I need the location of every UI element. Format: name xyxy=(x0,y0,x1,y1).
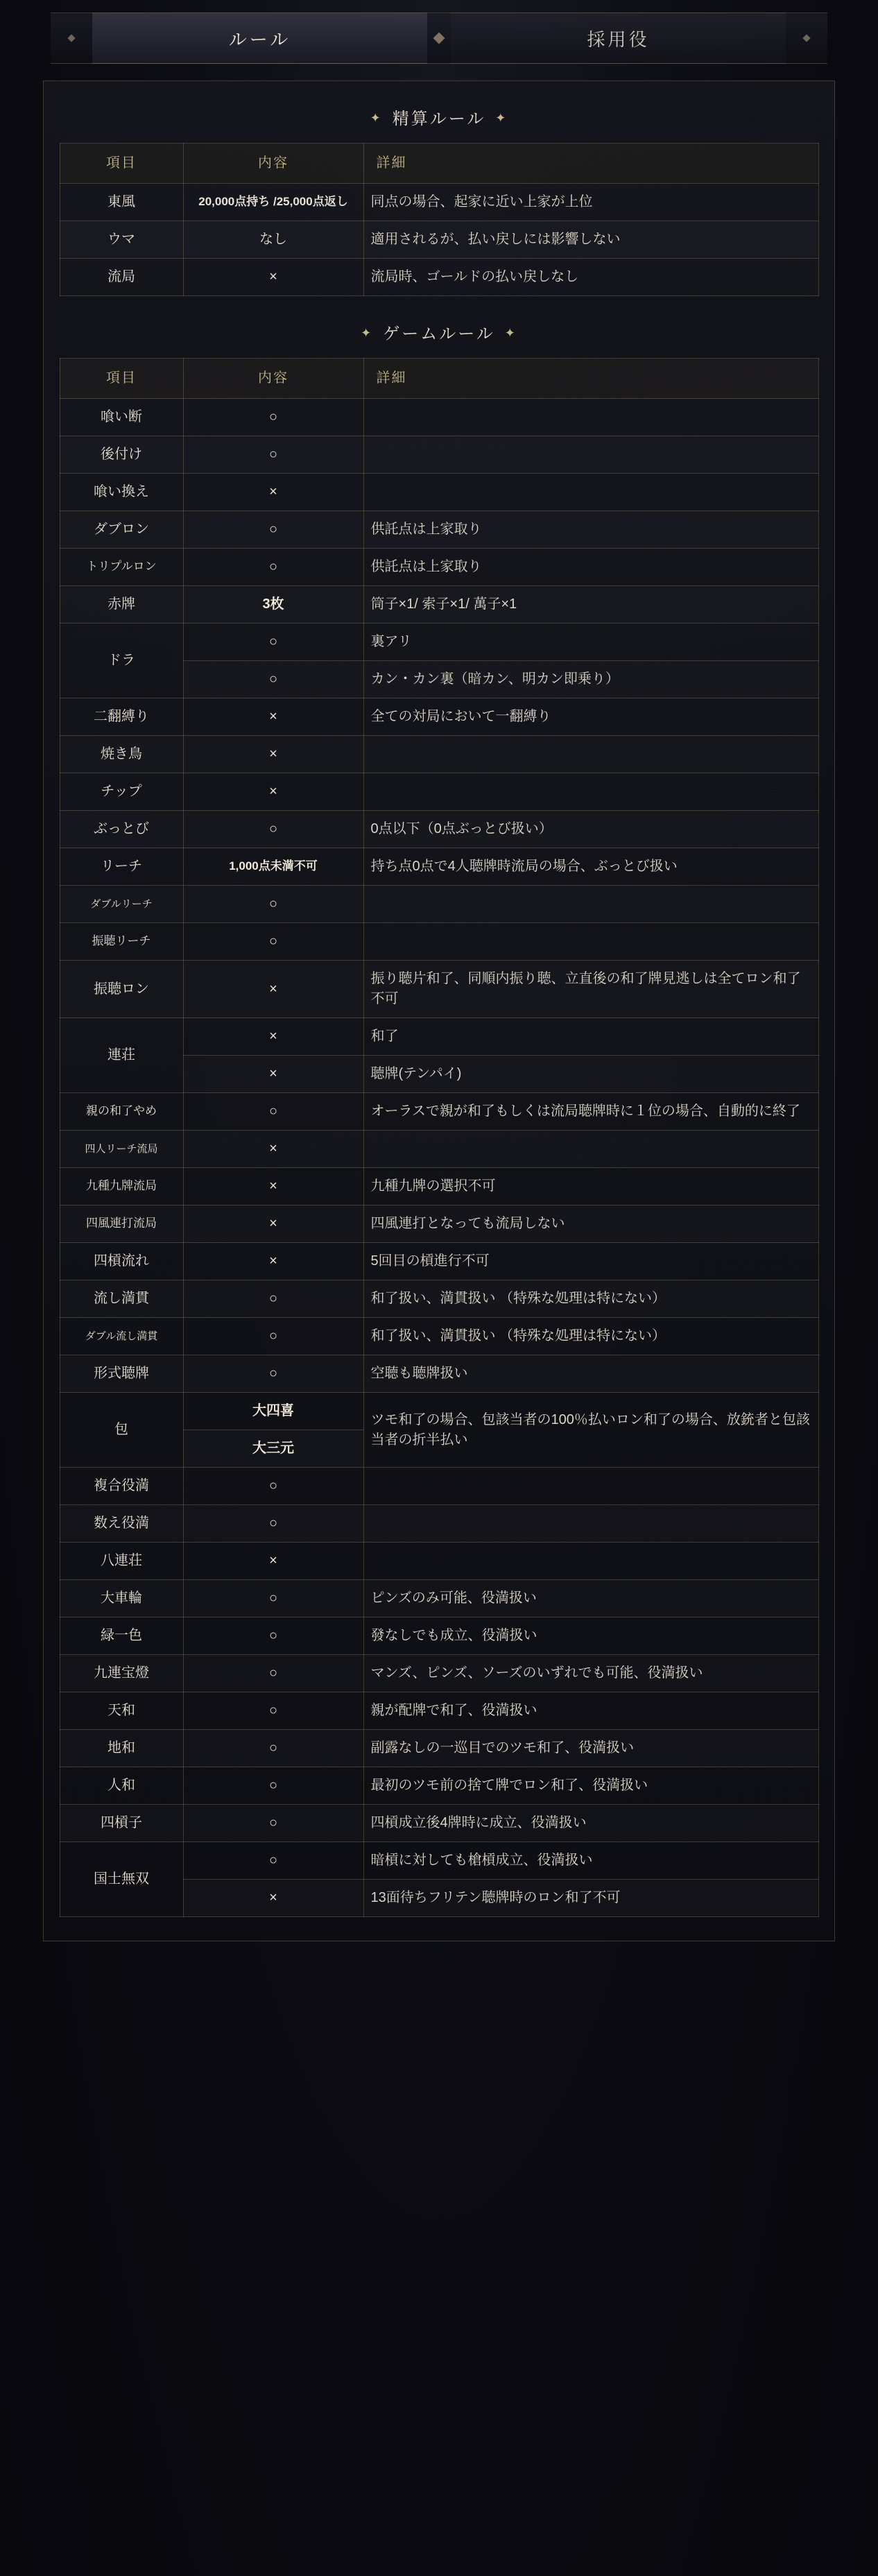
row-label: 天和 xyxy=(60,1692,183,1730)
row-value: 20,000点持ち /25,000点返し xyxy=(183,184,363,221)
row-value: 1,000点未満不可 xyxy=(183,848,363,886)
table-row xyxy=(60,1842,818,1880)
row-value: ○ xyxy=(183,1093,363,1131)
row-label: 数え役満 xyxy=(60,1505,183,1543)
row-label: 八連荘 xyxy=(60,1543,183,1580)
row-detail xyxy=(363,399,818,436)
row-value: × xyxy=(183,1018,363,1056)
table-row xyxy=(60,221,818,259)
row-value: ○ xyxy=(183,1580,363,1617)
table-row xyxy=(60,1093,818,1131)
row-label: 国士無双 xyxy=(60,1842,183,1917)
table-row xyxy=(60,399,818,436)
row-label: ダブルリーチ xyxy=(60,886,183,923)
header-item: 項目 xyxy=(60,144,183,184)
row-value: ○ xyxy=(183,1767,363,1805)
section-title-settlement-label: 精算ルール xyxy=(392,110,486,128)
row-detail xyxy=(363,1468,818,1505)
table-header-row xyxy=(60,359,818,399)
row-value: × xyxy=(183,773,363,811)
row-detail: 空聴も聴牌扱い xyxy=(363,1355,818,1393)
row-label: リーチ xyxy=(60,848,183,886)
table-row xyxy=(60,624,818,661)
row-label: 二翻縛り xyxy=(60,698,183,736)
row-detail: 和了 xyxy=(363,1018,818,1056)
row-value: × xyxy=(183,1880,363,1917)
row-label: 親の和了やめ xyxy=(60,1093,183,1131)
row-detail: 四風連打となっても流局しない xyxy=(363,1205,818,1243)
row-value: × xyxy=(183,1543,363,1580)
row-value: なし xyxy=(183,221,363,259)
table-row xyxy=(60,1692,818,1730)
row-label: 四槓子 xyxy=(60,1805,183,1842)
row-detail: カン・カン裏（暗カン、明カン即乗り） xyxy=(363,661,818,698)
table-row xyxy=(60,1355,818,1393)
row-detail: 同点の場合、起家に近い上家が上位 xyxy=(363,184,818,221)
row-value: × xyxy=(183,961,363,1018)
table-row xyxy=(60,811,818,848)
row-detail xyxy=(363,474,818,511)
row-detail: ツモ和了の場合、包該当者の100％払いロン和了の場合、放銃者と包該当者の折半払い xyxy=(363,1393,818,1468)
row-value: 3枚 xyxy=(183,586,363,624)
header-item: 項目 xyxy=(60,359,183,399)
header-detail: 詳細 xyxy=(363,359,818,399)
row-detail: 九種九牌の選択不可 xyxy=(363,1168,818,1205)
row-detail: 暗槓に対しても槍槓成立、役満扱い xyxy=(363,1842,818,1880)
row-value: ○ xyxy=(183,399,363,436)
table-row xyxy=(60,1318,818,1355)
row-detail: 全ての対局において一翻縛り xyxy=(363,698,818,736)
row-label: 流し満貫 xyxy=(60,1280,183,1318)
table-row xyxy=(60,923,818,961)
row-value: ○ xyxy=(183,1505,363,1543)
row-label: 地和 xyxy=(60,1730,183,1767)
table-row xyxy=(60,1617,818,1655)
header-detail: 詳細 xyxy=(363,144,818,184)
row-label: 形式聴牌 xyxy=(60,1355,183,1393)
row-detail: 筒子×1/ 索子×1/ 萬子×1 xyxy=(363,586,818,624)
table-row xyxy=(60,1168,818,1205)
row-detail xyxy=(363,923,818,961)
row-detail: 供託点は上家取り xyxy=(363,511,818,549)
row-detail: オーラスで親が和了もしくは流局聴牌時に１位の場合、自動的に終了 xyxy=(363,1093,818,1131)
row-value: ○ xyxy=(183,811,363,848)
table-row xyxy=(60,1505,818,1543)
row-label: 後付け xyxy=(60,436,183,474)
table-row xyxy=(60,1468,818,1505)
row-label: ぶっとび xyxy=(60,811,183,848)
row-value: ○ xyxy=(183,511,363,549)
row-label: 東風 xyxy=(60,184,183,221)
table-row xyxy=(60,1543,818,1580)
row-detail xyxy=(363,1505,818,1543)
tab-yaku[interactable] xyxy=(451,12,786,64)
row-detail: 最初のツモ前の捨て牌でロン和了、役満扱い xyxy=(363,1767,818,1805)
table-row xyxy=(60,184,818,221)
row-value: ○ xyxy=(183,1730,363,1767)
table-row xyxy=(60,586,818,624)
row-value: ○ xyxy=(183,1805,363,1842)
row-value: × xyxy=(183,1168,363,1205)
row-detail: 四槓成立後4牌時に成立、役満扱い xyxy=(363,1805,818,1842)
table-row xyxy=(60,1655,818,1692)
tab-yaku-label: 採用役 xyxy=(587,28,650,50)
row-detail: 5回目の槓進行不可 xyxy=(363,1243,818,1280)
row-detail xyxy=(363,1543,818,1580)
row-value: ○ xyxy=(183,1280,363,1318)
table-header-row xyxy=(60,144,818,184)
row-value: ○ xyxy=(183,1617,363,1655)
row-detail: ピンズのみ可能、役満扱い xyxy=(363,1580,818,1617)
row-label: 四人リーチ流局 xyxy=(60,1131,183,1168)
row-detail: 和了扱い、満貫扱い （特殊な処理は特にない） xyxy=(363,1318,818,1355)
row-value: 大四喜 xyxy=(183,1393,363,1430)
row-label: 流局 xyxy=(60,259,183,296)
table-row xyxy=(60,961,818,1018)
game-rules-table xyxy=(60,358,819,1917)
ornament-left-icon: ✦ xyxy=(361,326,374,340)
row-label: 人和 xyxy=(60,1767,183,1805)
table-row xyxy=(60,259,818,296)
table-row xyxy=(60,1805,818,1842)
row-detail: マンズ、ピンズ、ソーズのいずれでも可能、役満扱い xyxy=(363,1655,818,1692)
table-row xyxy=(60,886,818,923)
table-row xyxy=(60,436,818,474)
ornament-left-icon: ✦ xyxy=(370,111,383,125)
row-detail: 13面待ちフリテン聴牌時のロン和了不可 xyxy=(363,1880,818,1917)
table-row xyxy=(60,511,818,549)
section-title-game xyxy=(44,296,834,358)
row-detail: 發なしでも成立、役満扱い xyxy=(363,1617,818,1655)
row-value: ○ xyxy=(183,923,363,961)
row-detail: 振り聴片和了、同順内振り聴、立直後の和了牌見逃しは全てロン和了不可 xyxy=(363,961,818,1018)
row-value: × xyxy=(183,1243,363,1280)
row-value: × xyxy=(183,474,363,511)
row-value: ○ xyxy=(183,436,363,474)
row-label: 焼き鳥 xyxy=(60,736,183,773)
table-row xyxy=(60,1767,818,1805)
row-value: ○ xyxy=(183,549,363,586)
ornament-right-icon: ✦ xyxy=(495,111,508,125)
row-detail xyxy=(363,1131,818,1168)
row-value: × xyxy=(183,698,363,736)
row-value: ○ xyxy=(183,624,363,661)
table-row xyxy=(60,1730,818,1767)
header-content: 内容 xyxy=(183,359,363,399)
row-label: トリプルロン xyxy=(60,549,183,586)
table-row xyxy=(60,1205,818,1243)
row-detail xyxy=(363,886,818,923)
row-detail: 裏アリ xyxy=(363,624,818,661)
table-row xyxy=(60,736,818,773)
table-row xyxy=(60,1018,818,1056)
row-label: ウマ xyxy=(60,221,183,259)
row-detail: 和了扱い、満貫扱い （特殊な処理は特にない） xyxy=(363,1280,818,1318)
tab-rules[interactable] xyxy=(92,12,427,64)
row-label: ダブロン xyxy=(60,511,183,549)
row-label: 大車輪 xyxy=(60,1580,183,1617)
row-label: 九種九牌流局 xyxy=(60,1168,183,1205)
row-value: × xyxy=(183,259,363,296)
table-row xyxy=(60,1393,818,1430)
row-label: ドラ xyxy=(60,624,183,698)
row-label: 包 xyxy=(60,1393,183,1468)
row-value: × xyxy=(183,1131,363,1168)
section-title-game-label: ゲームルール xyxy=(383,325,495,343)
tab-rules-label: ルール xyxy=(228,28,291,50)
row-label: 振聴ロン xyxy=(60,961,183,1018)
row-detail xyxy=(363,436,818,474)
row-value: × xyxy=(183,1056,363,1093)
table-row xyxy=(60,773,818,811)
row-value: × xyxy=(183,736,363,773)
row-label: 四風連打流局 xyxy=(60,1205,183,1243)
table-row xyxy=(60,848,818,886)
row-label: 四槓流れ xyxy=(60,1243,183,1280)
row-label: 複合役満 xyxy=(60,1468,183,1505)
table-row xyxy=(60,698,818,736)
row-label: 喰い換え xyxy=(60,474,183,511)
row-detail: 持ち点0点で4人聴牌時流局の場合、ぶっとび扱い xyxy=(363,848,818,886)
row-detail: 副露なしの一巡目でのツモ和了、役満扱い xyxy=(363,1730,818,1767)
table-row xyxy=(60,1243,818,1280)
row-value: ○ xyxy=(183,1692,363,1730)
row-detail: 親が配牌で和了、役満扱い xyxy=(363,1692,818,1730)
table-row xyxy=(60,1131,818,1168)
row-label: 振聴リーチ xyxy=(60,923,183,961)
game-rules-body xyxy=(60,399,818,1917)
table-row xyxy=(60,474,818,511)
table-row xyxy=(60,1280,818,1318)
row-detail xyxy=(363,773,818,811)
tab-separator-diamond-icon xyxy=(427,12,451,64)
section-title-settlement xyxy=(44,81,834,143)
row-label: 九連宝燈 xyxy=(60,1655,183,1692)
table-row xyxy=(60,1580,818,1617)
row-label: チップ xyxy=(60,773,183,811)
row-detail xyxy=(363,736,818,773)
row-value: 大三元 xyxy=(183,1430,363,1468)
row-detail: 0点以下（0点ぶっとび扱い） xyxy=(363,811,818,848)
tab-bar-left-ornament xyxy=(51,12,92,64)
ornament-right-icon: ✦ xyxy=(504,326,517,340)
tab-bar xyxy=(51,0,827,76)
row-label: 連荘 xyxy=(60,1018,183,1093)
row-detail: 流局時、ゴールドの払い戻しなし xyxy=(363,259,818,296)
row-detail: 聴牌(テンパイ) xyxy=(363,1056,818,1093)
row-detail: 適用されるが、払い戻しには影響しない xyxy=(363,221,818,259)
row-value: ○ xyxy=(183,886,363,923)
row-value: ○ xyxy=(183,1842,363,1880)
table-row xyxy=(60,549,818,586)
row-value: ○ xyxy=(183,1318,363,1355)
row-label: 喰い断 xyxy=(60,399,183,436)
row-label: 緑一色 xyxy=(60,1617,183,1655)
row-label: ダブル流し満貫 xyxy=(60,1318,183,1355)
row-value: ○ xyxy=(183,1655,363,1692)
row-value: ○ xyxy=(183,1468,363,1505)
row-value: ○ xyxy=(183,1355,363,1393)
row-label: 赤牌 xyxy=(60,586,183,624)
header-content: 内容 xyxy=(183,144,363,184)
tab-bar-right-ornament xyxy=(786,12,827,64)
settlement-rules-table xyxy=(60,143,819,296)
row-value: ○ xyxy=(183,661,363,698)
row-value: × xyxy=(183,1205,363,1243)
rules-panel xyxy=(43,80,835,1941)
row-detail: 供託点は上家取り xyxy=(363,549,818,586)
